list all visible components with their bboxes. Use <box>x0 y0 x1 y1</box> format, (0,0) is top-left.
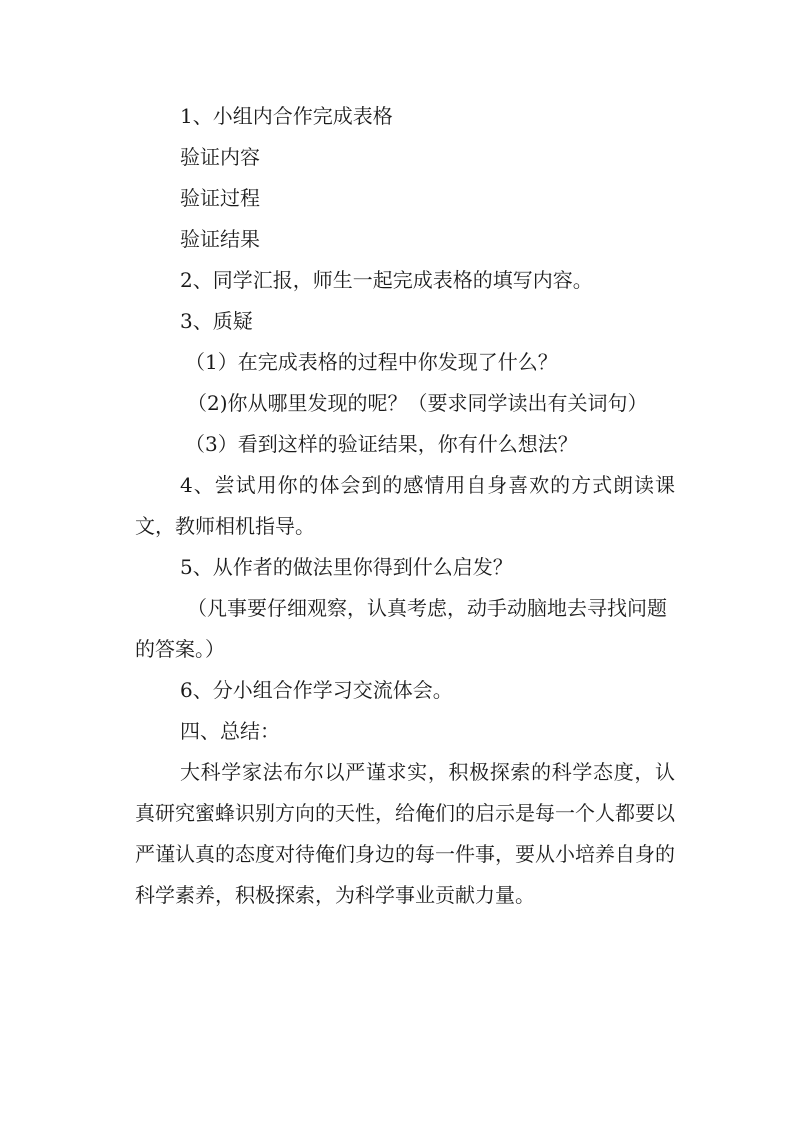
document-body <box>135 96 675 916</box>
step-3: 3、质疑 <box>180 309 253 333</box>
step-5: 5、从作者的做法里你得到什么启发？ <box>180 555 513 579</box>
step-4: 4、尝试用你的体会到的感情用自身喜欢的方式朗读课文，教师相机指导。 <box>135 473 675 538</box>
question-3: （3）看到这样的验证结果，你有什么想法？ <box>185 432 578 456</box>
step-2: 2、同学汇报，师生一起完成表格的填写内容。 <box>180 268 593 292</box>
verify-content-label: 验证内容 <box>180 145 260 169</box>
summary-heading: 四、总结： <box>180 719 280 743</box>
summary-paragraph: 大科学家法布尔以严谨求实，积极探索的科学态度，认真研究蜜蜂识别方向的天性，给俺们的启示是每一个人都要以严谨认真的态度对待俺们身边的每一件事，要从小培养自身的科学素养，积极探索，为科学事业贡献力量。 <box>135 760 675 907</box>
question-2: （2)你从哪里发现的呢？（要求同学读出有关词句） <box>187 391 648 415</box>
verify-result-label: 验证结果 <box>180 227 260 251</box>
step-1: 1、小组内合作完成表格 <box>180 104 393 128</box>
step-6: 6、分小组合作学习交流体会。 <box>180 678 453 702</box>
step-5-answer: （凡事要仔细观察，认真考虑，动手动脑地去寻找问题的答案。） <box>135 596 667 661</box>
verify-process-label: 验证过程 <box>180 186 260 210</box>
question-1: （1）在完成表格的过程中你发现了什么？ <box>185 350 558 374</box>
